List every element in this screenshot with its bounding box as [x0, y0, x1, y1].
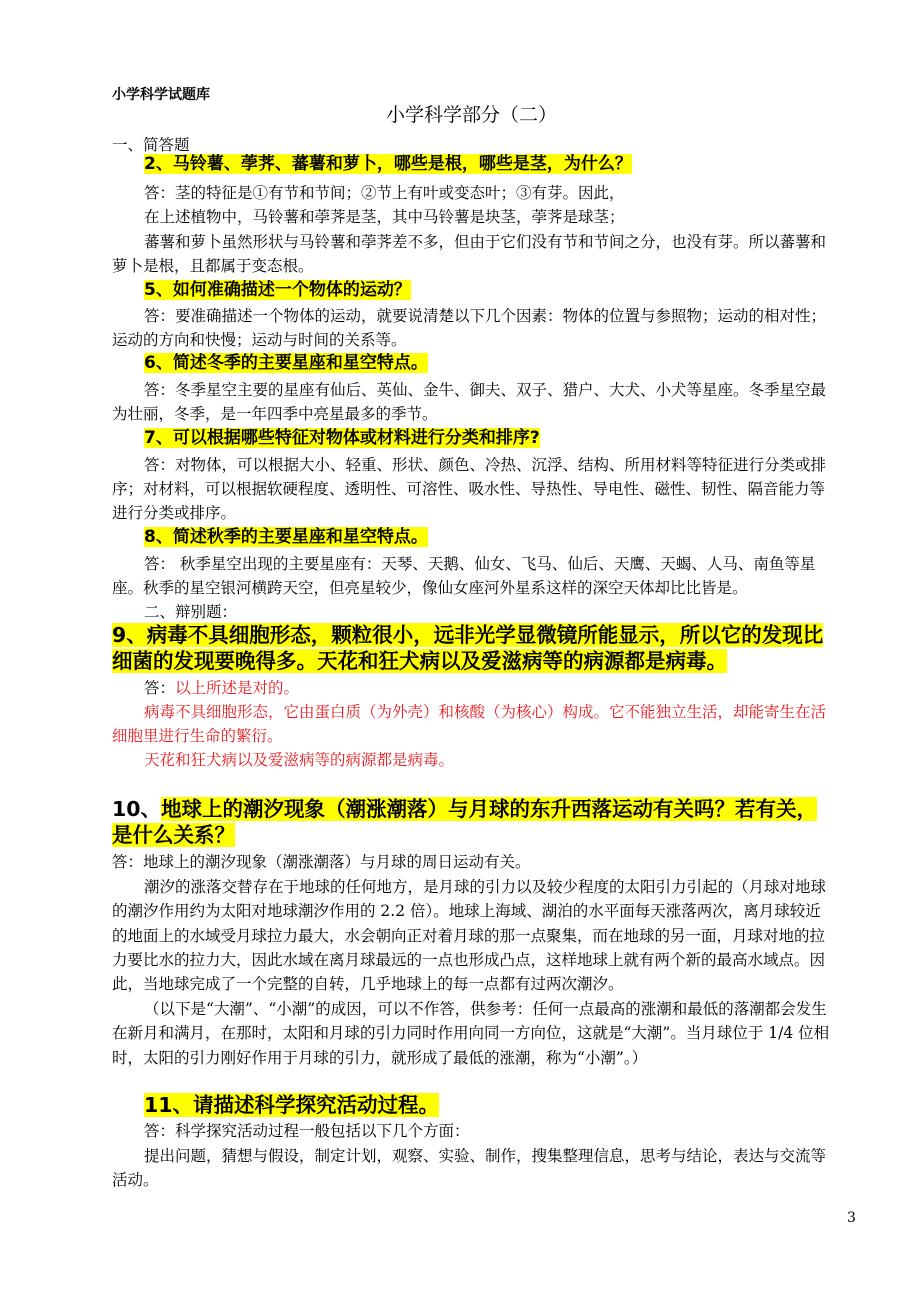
question-10-line: 10、地球上的潮汐现象（潮涨潮落）与月球的东升西落运动有关吗？若有关， [112, 797, 818, 821]
answer-11-line: 活动。 [112, 1171, 159, 1189]
answer-9-line: 细胞里进行生命的繁衍。 [112, 727, 283, 745]
answer-9-line: 天花和狂犬病以及爱滋病等的病源都是病毒。 [144, 751, 455, 769]
page-number: 3 [847, 1210, 856, 1226]
question-11: 11、请描述科学探究活动过程。 [144, 1093, 440, 1117]
question-10-line: 是什么关系？ [112, 823, 235, 847]
answer-11-line: 答：科学探究活动过程一般包括以下几个方面： [144, 1122, 470, 1140]
answer-10-line: 的地面上的水域受月球拉力最大，水会朝向正对着月球的那一点聚集，而在地球的另一面，月球对地的拉 [112, 927, 826, 945]
question-6: 6、简述冬季的主要星座和星空特点。 [144, 353, 428, 373]
answer-9-line: 答：以上所述是对的。 [144, 679, 300, 697]
answer-10-line: 潮汐的涨落交替存在于地球的任何地方，是月球的引力以及较少程度的太阳引力引起的（月球对地球 [144, 878, 827, 896]
running-title: 小学科学试题库 [112, 87, 210, 103]
section-judge: 二、辩别题： [144, 603, 238, 621]
answer-11-line: 提出问题，猜想与假设，制定计划，观察、实验、制作，搜集整理信息，思考与结论，表达与交流等 [144, 1147, 827, 1165]
question-9-line: 细菌的发现要晚得多。天花和狂犬病以及爱滋病等的病源都是病毒。 [112, 649, 727, 673]
answer-2-line: 萝卜是根，且都属于变态根。 [112, 257, 314, 275]
answer-10-line: 力要比水的拉力大，因此水域在离月球最远的一点也形成凸点，这样地球上就有两个新的最高水域点。因 [112, 951, 826, 969]
answer-2-line: 蕃薯和萝卜虽然形状与马铃薯和荸荠差不多，但由于它们没有节和节间之分，也没有芽。所以蕃薯和 [144, 233, 827, 251]
page-title: 小学科学部分（二） [386, 104, 558, 126]
question-5: 5、如何准确描述一个物体的运动？ [144, 280, 411, 300]
answer-2-line: 答：茎的特征是①有节和节间；②节上有叶或变态叶；③有芽。因此， [144, 184, 625, 202]
answer-10-line: 在新月和满月，在那时，太阳和月球的引力同时作用向同一方向位，这就是“大潮”。当月球位于 1/4 位相 [112, 1024, 830, 1042]
answer-8-line: 答： 秋季星空出现的主要星座有：天琴、天鹅、仙女、飞马、仙后、天鹰、天蝎、人马、南鱼等星 [144, 555, 816, 573]
answer-7-line: 答：对物体，可以根据大小、轻重、形状、颜色、冷热、沉浮、结构、所用材料等特征进行分类或排 [144, 456, 827, 474]
question-8: 8、简述秋季的主要星座和星空特点。 [144, 527, 428, 547]
answer-10-line: 的潮汐作用约为太阳对地球潮汐作用的 2.2 倍）。地球上海域、湖泊的水平面每天涨落两次，离月球较近 [112, 902, 821, 920]
question-7: 7、可以根据哪些特征对物体或材料进行分类和排序? [144, 428, 540, 448]
answer-5-line: 答：要准确描述一个物体的运动，就要说清楚以下几个因素：物体的位置与参照物；运动的相对性； [144, 307, 827, 325]
question-9-line: 9、病毒不具细胞形态，颗粒很小，远非光学显微镜所能显示，所以它的发现比 [112, 623, 824, 647]
answer-6-line: 答：冬季星空主要的星座有仙后、英仙、金牛、御夫、双子、猎户、大犬、小犬等星座。冬季星空最 [144, 381, 827, 399]
answer-10-line: 时，太阳的引力刚好作用于月球的引力，就形成了最低的涨潮，称为“小潮”。） [112, 1049, 648, 1067]
answer-6-line: 为壮丽，冬季，是一年四季中亮星最多的季节。 [112, 405, 438, 423]
answer-7-line: 进行分类或排序。 [112, 504, 237, 522]
answer-7-line: 序；对材料，可以根据软硬程度、透明性、可溶性、吸水性、导热性、导电性、磁性、韧性、隔音能力等 [112, 480, 826, 498]
answer-10-line: 此，当地球完成了一个完整的自转，几乎地球上的每一点都有过两次潮汐。 [112, 975, 624, 993]
answer-8-line: 座。秋季的星空银河横跨天空，但亮星较少，像仙女座河外星系这样的深空天体却比比皆是。 [112, 579, 748, 597]
answer-2-line: 在上述植物中，马铃薯和荸荠是茎，其中马铃薯是块茎，荸荠是球茎； [144, 208, 625, 226]
answer-10-line: 答：地球上的潮汐现象（潮涨潮落）与月球的周日运动有关。 [112, 853, 531, 871]
answer-9-line: 病毒不具细胞形态，它由蛋白质（为外壳）和核酸（为核心）构成。它不能独立生活，却能寄生在活 [144, 703, 827, 721]
section-short-answer: 一、简答题 [112, 136, 190, 154]
question-2: 2、马铃薯、荸荠、蕃薯和萝卜，哪些是根，哪些是茎，为什么？ [144, 154, 632, 174]
answer-5-line: 运动的方向和快慢；运动与时间的关系等。 [112, 331, 407, 349]
answer-10-line: （以下是“大潮”、“小潮”的成因，可以不作答，供参考：任何一点最高的涨潮和最低的落潮都会发生 [144, 1000, 827, 1018]
